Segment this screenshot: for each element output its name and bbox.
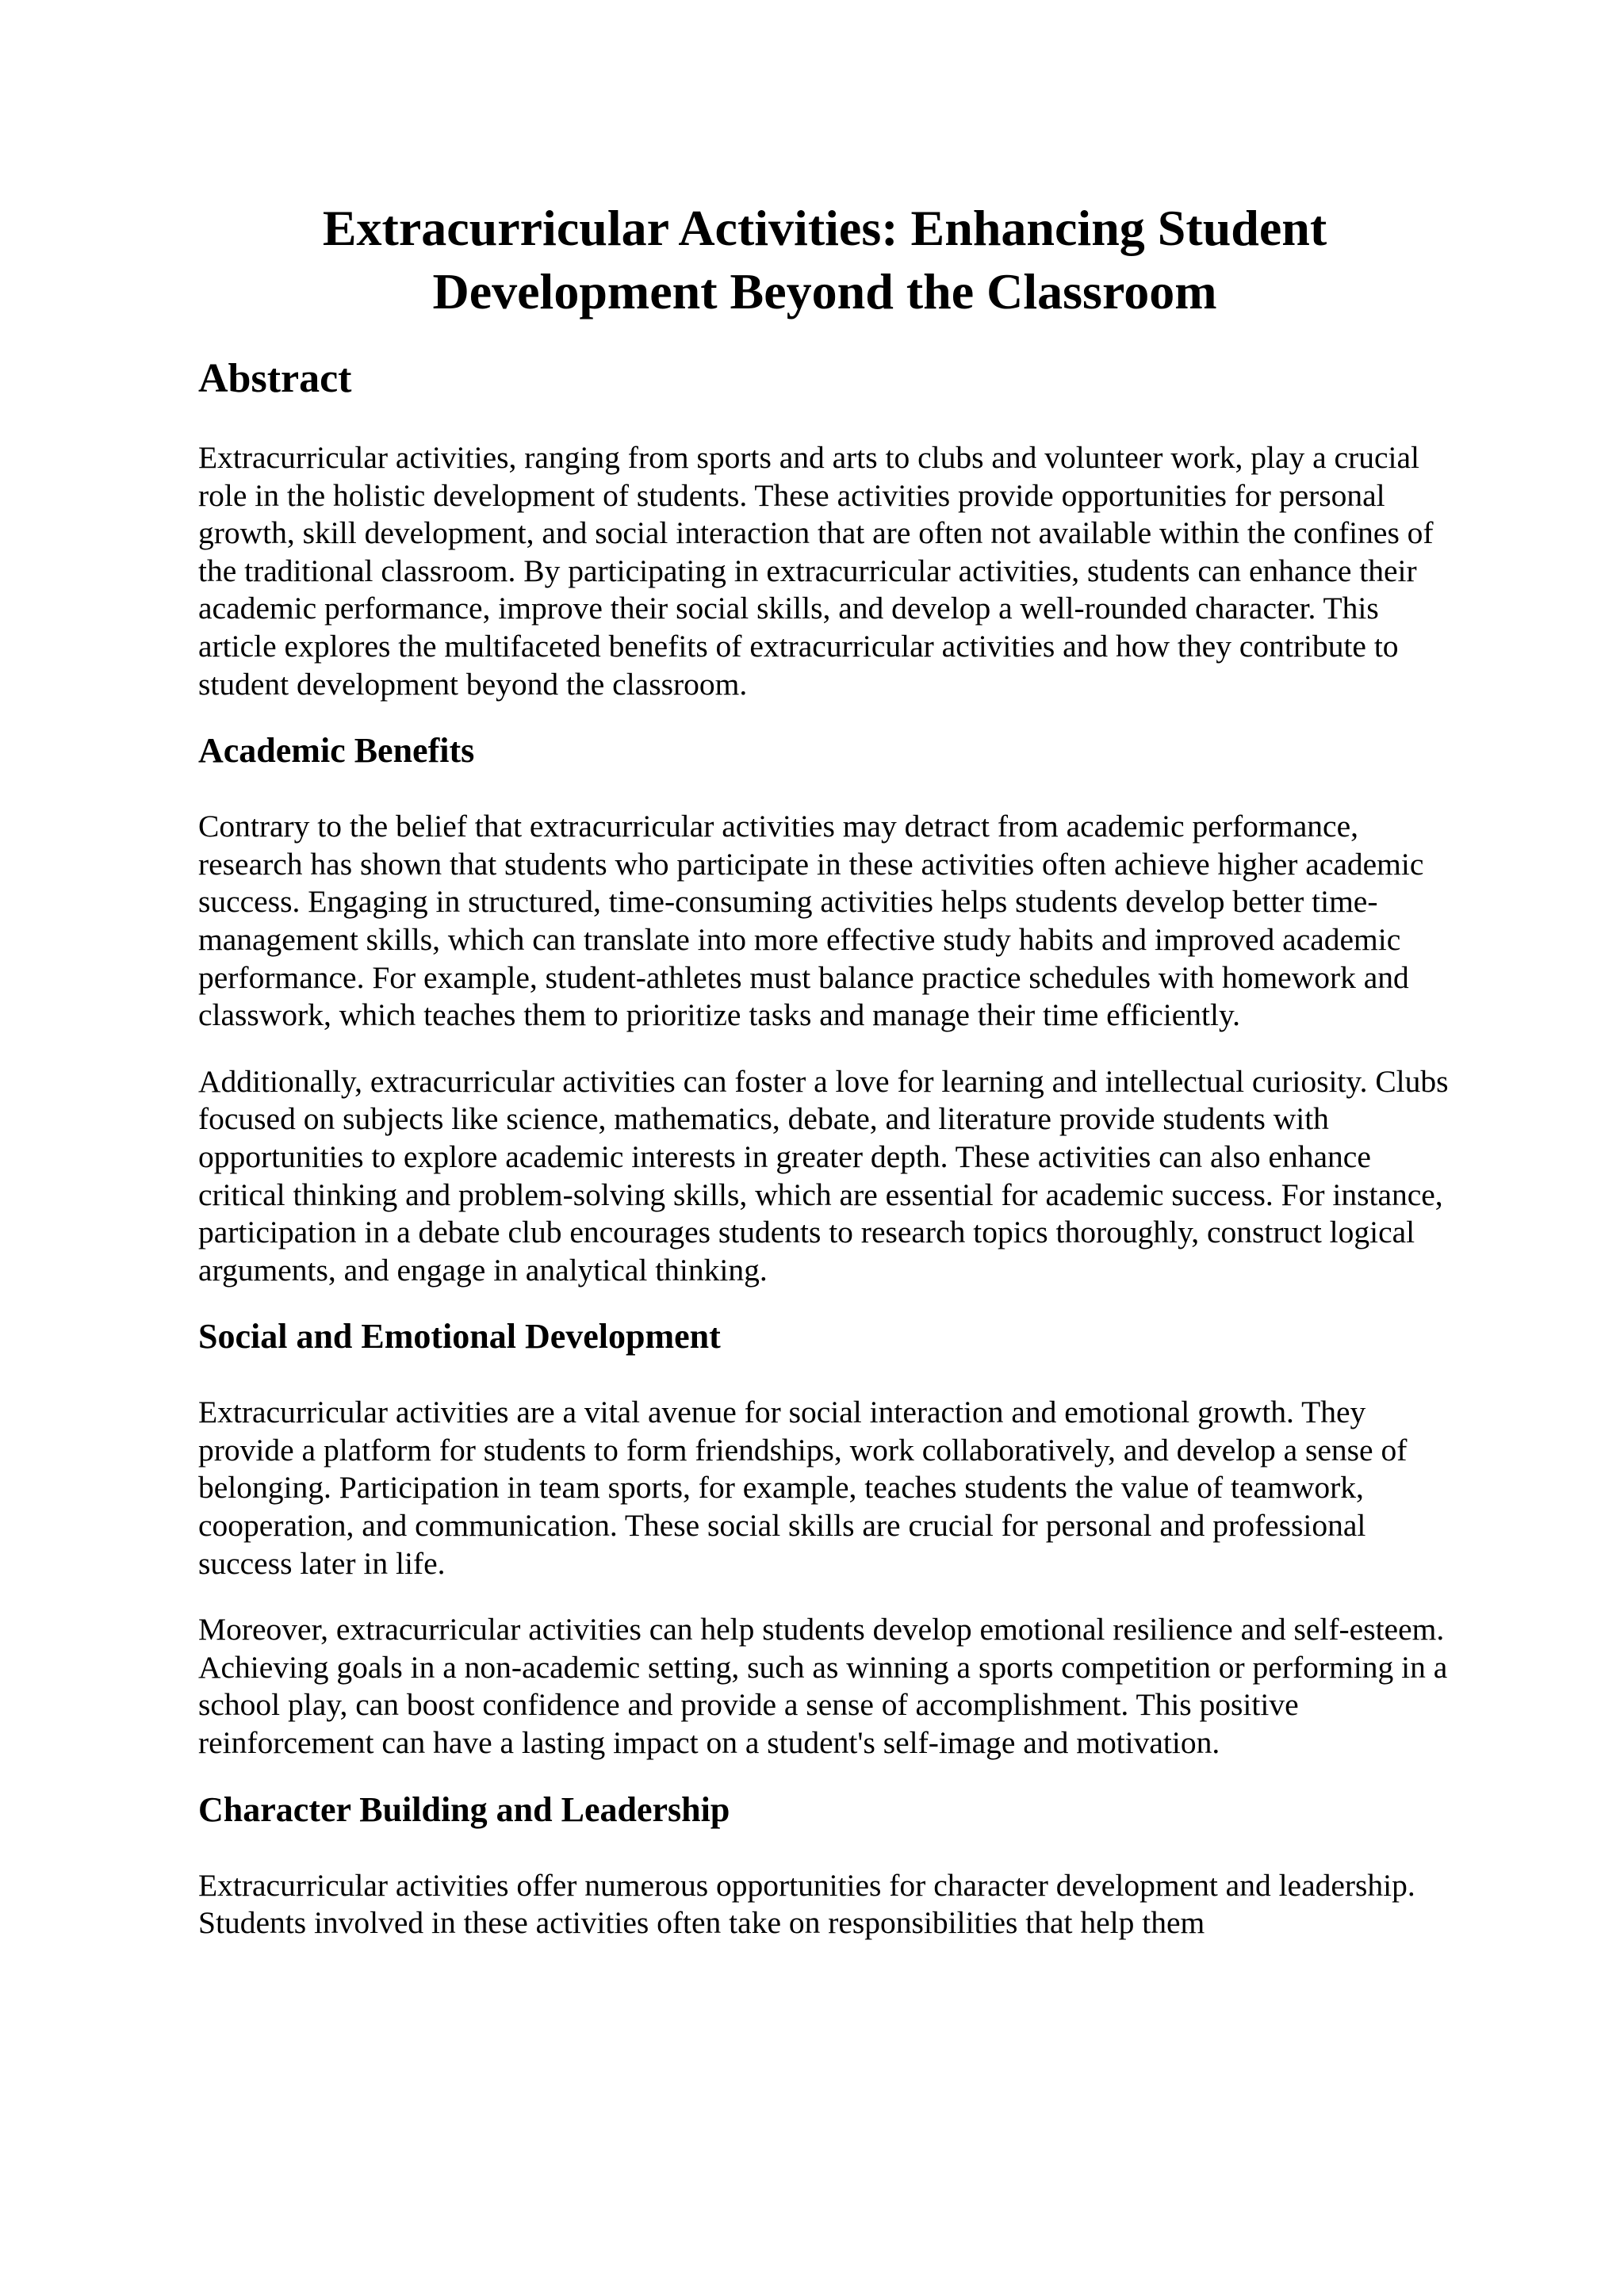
paragraph: Additionally, extracurricular activities can foster a love for learning and intellectual curiosity. Clubs focused on subjects like science, mathematics, debate, and literature provide students with opportunities to explore academic interests in greater depth. These activities can also enhance critical thinking and problem-solving skills, which are essential for academic success. For instance, participation in a debate club encourages students to research topics thoroughly, construct logical arguments, and engage in analytical thinking. [198,1063,1449,1288]
paragraph: Extracurricular activities are a vital avenue for social interaction and emotional growth. They provide a platform for students to form friendships, work collaboratively, and develop a sense of belonging. Participation in team sports, for example, teaches students the value of teamwork, cooperation, and communication. These social skills are crucial for personal and professional success later in life. [198,1395,1408,1581]
section-heading-academic-benefits: Academic Benefits [198,731,475,771]
document-page [198,197,1451,1942]
section-heading-character-leadership: Character Building and Leadership [198,1789,730,1829]
paragraph: Extracurricular activities offer numerous opportunities for character development and leadership. Students involved in these activities often take on responsibilities that help them [198,1867,1415,1941]
abstract-heading: Abstract [198,356,352,401]
paragraph: Contrary to the belief that extracurricular activities may detract from academic performance, research has shown that students who participate in these activities often achieve higher academic success. Engaging in structured, time-consuming activities helps students develop better time-management skills, which can translate into more effective study habits and improved academic performance. For example, student-athletes must balance practice schedules with homework and classwork, which teaches them to prioritize tasks and manage their time efficiently. [198,809,1424,1033]
abstract-paragraph: Extracurricular activities, ranging from sports and arts to clubs and volunteer work, play a crucial role in the holistic development of students. These activities provide opportunities for personal growth, skill development, and social interaction that are often not available within the confines of the traditional classroom. By participating in extracurricular activities, students can enhance their academic performance, improve their social skills, and develop a well-rounded character. This article explores the multifaceted benefits of extracurricular activities and how they contribute to student development beyond the classroom. [198,440,1434,702]
paragraph: Moreover, extracurricular activities can help students develop emotional resilience and self-esteem. Achieving goals in a non-academic setting, such as winning a sports competition or performing in a school play, can boost confidence and provide a sense of accomplishment. This positive reinforcement can have a lasting impact on a student's self-image and motivation. [198,1612,1448,1761]
document-title: Extracurricular Activities: Enhancing Student Development Beyond the Classroom [322,200,1327,320]
section-heading-social-emotional: Social and Emotional Development [198,1317,721,1357]
